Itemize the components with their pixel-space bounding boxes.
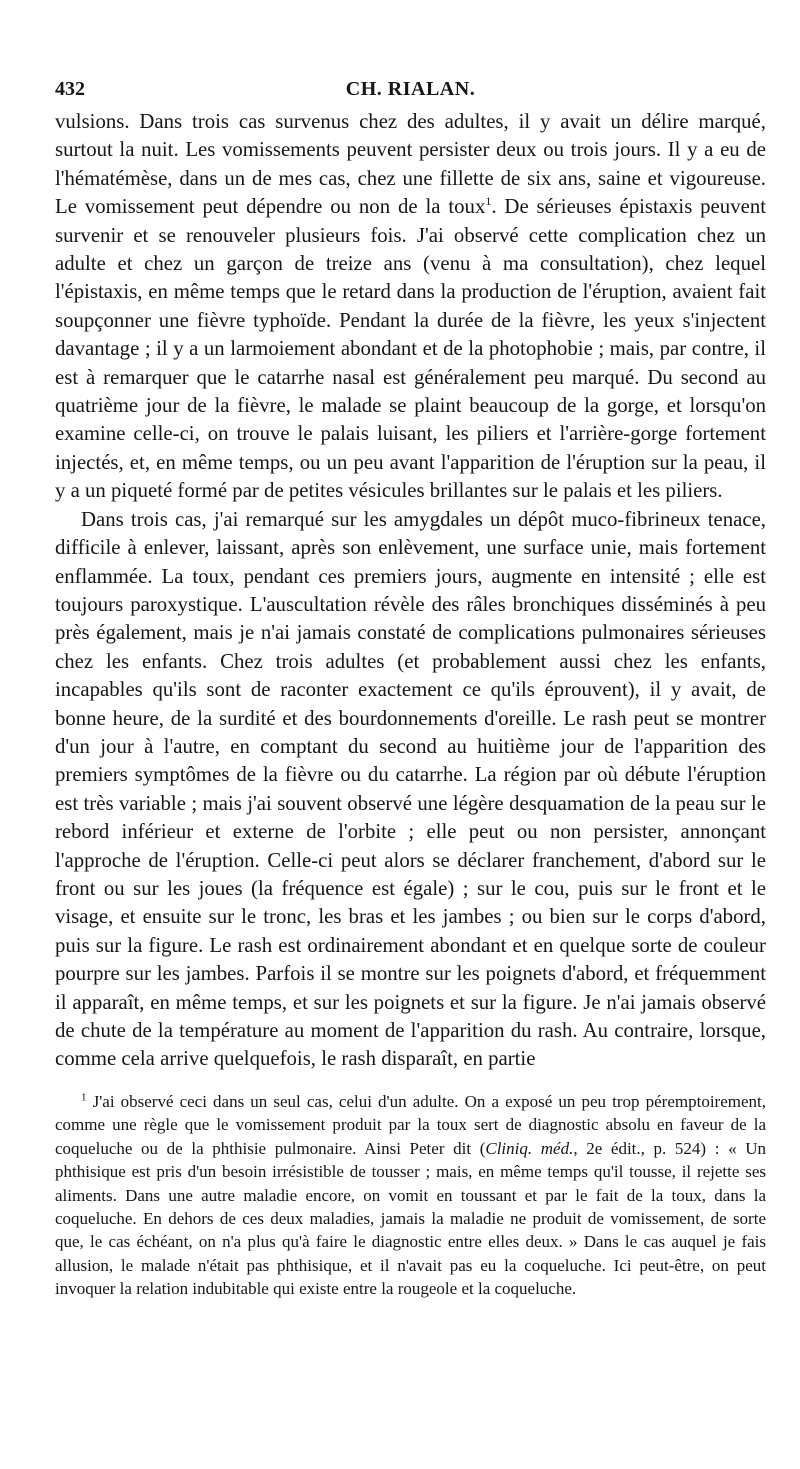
footnote — [55, 1090, 766, 1301]
running-title: CH. RIALAN. — [345, 78, 476, 100]
footnote-marker: 1 — [81, 1091, 87, 1104]
paragraph-1-start: vulsions. Dans trois cas survenus chez des adultes, il y avait un délire marqué, surtout la nuit. Les vomissements peuvent persister deux ou trois jours. Il y a eu de l'hématémèse, dans un de mes cas, chez une fillette de six ans, saine et vigoureuse. Le vomissement peut dépendre ou non de la toux — [55, 110, 766, 219]
paragraph-1 — [55, 108, 766, 506]
footnote-text-rest: , 2e édit., p. 524) : « Un phthisique est pris d'un besoin irrésistible de tousser ; mais, en même temps qu'il tousse, il rejette ses aliments. Dans une autre maladie encore, on vomit en toussant et par le fait de la toux, dans la coqueluche. En dehors de ces deux maladies, jamais la maladie ne produit de vomissement, de sorte que, le cas échéant, on n'a plus qu'à faire le diagnostic entre elles deux. » Dans le cas auquel je fais allusion, le malade n'était pas phthisique, et il n'avait pas eu la coqueluche. Ici peut-être, on peut invoquer la relation indubitable qui existe entre la rougeole et la coqueluche. — [55, 1138, 766, 1299]
footnote-text-start: J'ai observé ceci dans un seul cas, celui d'un adulte. On a exposé un peu trop péremptoirement, comme une règle que le vomissement produit par la toux sert de diagnostic absolu en faveur de la coqueluche ou de la phthisie pulmonaire. Ainsi Peter dit ( — [55, 1092, 766, 1158]
page-number: 432 — [55, 78, 85, 100]
footnote-reference: 1 — [485, 194, 492, 209]
body-text — [55, 108, 766, 1074]
footnote-cited-work: Cliniq. méd. — [485, 1138, 574, 1158]
running-head — [55, 72, 766, 106]
footnote-1 — [55, 1090, 766, 1301]
paragraph-1-rest: . De sérieuses épistaxis peuvent survenir et se renouveler plusieurs fois. J'ai observé cette complication chez un adulte et chez un garçon de treize ans (venu à ma consultation), chez lequel l'épistaxis, en même temps que le retard dans la production de l'éruption, avaient fait soupçonner une fièvre typhoïde. Pendant la durée de la fièvre, les yeux s'injectent davantage ; il y a un larmoiement abondant et de la photophobie ; mais, par contre, il est à remarquer que le catarrhe nasal est généralement peu marqué. Du second au quatrième jour de la fièvre, le malade se plaint beaucoup de la gorge, et lorsqu'on examine celle-ci, on trouve le palais luisant, les piliers et l'arrière-gorge fortement injectés, et, en même temps, ou un peu avant l'apparition de l'éruption sur la peau, il y a un piqueté formé par de petites vésicules brillantes sur le palais et les piliers. — [55, 195, 766, 503]
paragraph-2: Dans trois cas, j'ai remarqué sur les amygdales un dépôt muco-fibrineux tenace, difficile à enlever, laissant, après son enlèvement, une surface unie, mais fortement enflammée. La toux, pendant ces premiers jours, augmente en intensité ; elle est toujours paroxystique. L'auscultation révèle des râles bronchiques disséminés à peu près également, mais je n'ai jamais constaté de complications pulmonaires sérieuses chez les enfants. Chez trois adultes (et probablement aussi chez les enfants, incapables qu'ils sont de raconter exactement ce qu'ils éprouvent), il y avait, de bonne heure, de la surdité et des bourdonnements d'oreille. Le rash peut se montrer d'un jour à l'autre, en comptant du second au huitième jour de l'apparition des premiers symptômes de la fièvre ou du catarrhe. La région par où débute l'éruption est très variable ; mais j'ai souvent observé une légère desquamation de la peau sur le rebord inférieur et externe de l'orbite ; elle peut ou non persister, annonçant l'approche de l'éruption. Celle-ci peut alors se déclarer franchement, d'abord sur le front ou sur les joues (la fréquence est égale) ; sur le cou, puis sur le front et le visage, et ensuite sur le tronc, les bras et les jambes ; ou bien sur le corps d'abord, puis sur la figure. Le rash est ordinairement abondant et en quelque sorte de couleur pourpre sur les jambes. Parfois il se montre sur les poignets d'abord, et fréquemment il apparaît, en même temps, et sur les poignets et sur la figure. Je n'ai jamais observé de chute de la température au moment de l'apparition du rash. Au contraire, lorsque, comme cela arrive quelquefois, le rash disparaît, en partie — [55, 507, 766, 1071]
